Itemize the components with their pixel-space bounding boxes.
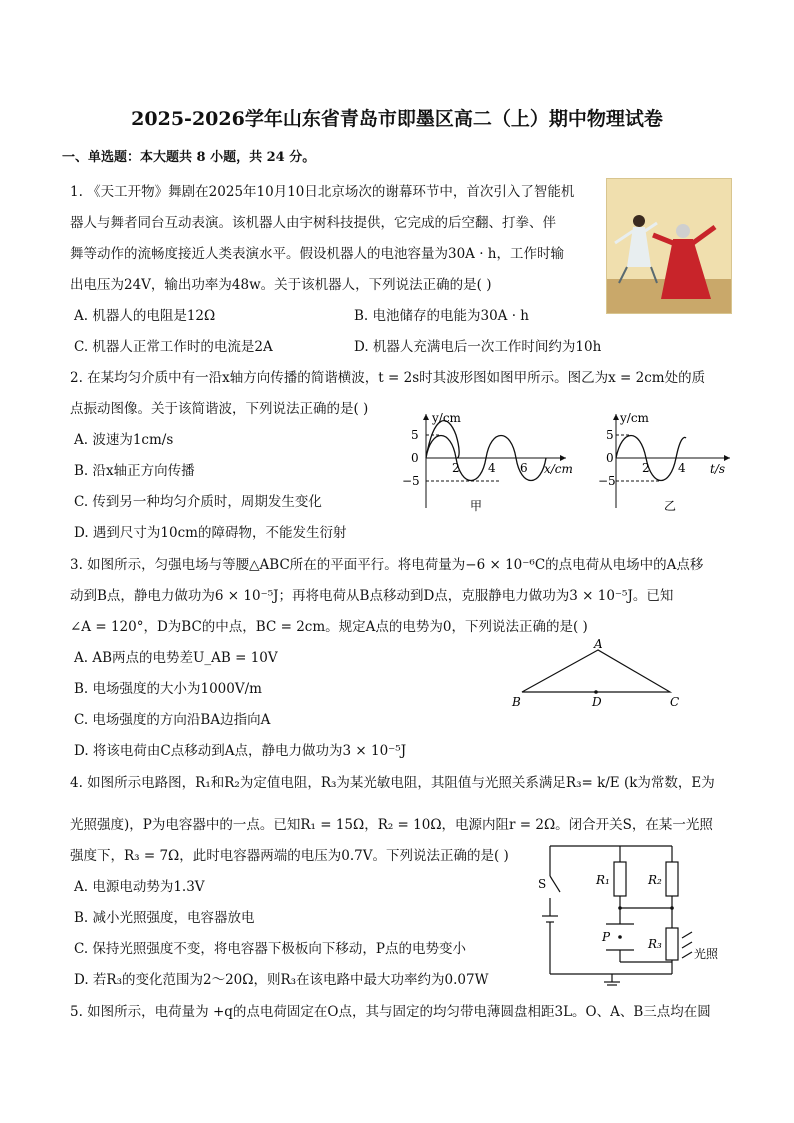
q1-option-b: B. 电池储存的电能为30A · h [354,308,529,324]
label-p: P [602,930,611,944]
label-d: D [592,695,602,709]
q1-line-1: 1. 《天工开物》舞剧在2025年10月10日北京场次的谢幕环节中，首次引入了智能机 [70,184,575,200]
vibration-graph-yi [598,408,738,518]
q3-line-3: ∠A = 120°，D为BC的中点，BC = 2cm。规定A点的电势为0，下列说法正确的是( ) [70,619,588,635]
q2-line-1: 2. 在某均匀介质中有一沿x轴方向传播的简谐横波，t = 2s时其波形图如图甲所示。图乙为x = 2cm处的质 [70,370,706,386]
tick-y-neg5: −5 [598,474,616,488]
q1-option-a: A. 机器人的电阻是12Ω [74,308,216,324]
q2-option-a: A. 波速为1cm/s [74,432,174,448]
label-c: C [670,695,680,709]
label-r1: R₁ [596,873,610,887]
tick-t-4: 4 [678,461,686,475]
q1-line-2: 器人与舞者同台互动表演。该机器人由宇树科技提供，它完成的后空翻、打拳、伴 [70,215,556,231]
q3-option-d: D. 将该电荷由C点移动到A点，静电力做功为3 × 10⁻⁵J [74,743,407,759]
q3-option-a: A. AB两点的电势差U_AB = 10V [74,650,278,666]
resistor-r1 [614,862,626,896]
q4-line-1: 4. 如图所示电路图，R₁和R₂为定值电阻，R₃为某光敏电阻，其阻值与光照关系满足R₃= k/E (k为常数，E为 [70,775,715,791]
x-axis-label: x/cm [544,462,573,476]
tick-t-2: 2 [642,461,650,475]
q5-line-1: 5. 如图所示，电荷量为 +q的点电荷固定在O点，其与固定的均匀带电薄圆盘相距3L。O、A、B三点均在圆 [70,1004,711,1020]
label-a: A [594,637,603,651]
wave-curve [426,421,546,481]
t-axis-label: t/s [710,462,726,476]
q3-option-b: B. 电场强度的大小为1000V/m [74,681,262,697]
triangle-abc [522,650,670,692]
label-r2: R₂ [648,873,662,887]
tick-x-4: 4 [488,461,496,475]
resistor-r3 [666,928,678,960]
caption-yi: 乙 [664,499,677,513]
q1-line-3: 舞等动作的流畅度接近人类表演水平。假设机器人的电池容量为30A · h，工作时输 [70,246,564,262]
resistor-r2 [666,862,678,896]
q4-option-b: B. 减小光照强度，电容器放电 [74,910,255,926]
q4-line-3: 强度下，R₃ = 7Ω，此时电容器两端的电压为0.7V。下列说法正确的是( ) [70,848,509,864]
q1-line-4: 出电压为24V，输出功率为48w。关于该机器人，下列说法正确的是( ) [70,277,492,293]
tick-x-2: 2 [452,461,460,475]
q2-option-d: D. 遇到尺寸为10cm的障碍物，不能发生衍射 [74,525,347,541]
point-d [594,690,598,694]
circuit-diagram [536,840,732,990]
q4-option-c: C. 保持光照强度不变，将电容器下极板向下移动，P点的电势变小 [74,941,467,957]
q1-option-d: D. 机器人充满电后一次工作时间约为10h [354,339,602,355]
point-p [618,935,622,939]
tick-y-neg5: −5 [402,474,420,488]
q4-option-a: A. 电源电动势为1.3V [74,879,205,895]
q4-line-2: 光照强度)，P为电容器中的一点。已知R₁ = 15Ω，R₂ = 10Ω，电源内阻r = 2Ω。闭合开关S，在某一光照 [70,817,713,833]
label-b: B [512,695,521,709]
wave-graph-jia [396,408,576,518]
tick-y-0: 0 [411,451,419,465]
q3-line-2: 动到B点，静电力做功为6 × 10⁻⁵J；再将电荷从B点移动到D点，克服静电力做功为3 × 10⁻⁵J。已知 [70,588,674,604]
tick-x-6: 6 [520,461,528,475]
q1-option-c: C. 机器人正常工作时的电流是2A [74,339,273,355]
q2-option-c: C. 传到另一种均匀介质时，周期发生变化 [74,494,322,510]
dance-robot-photo [606,178,732,314]
label-r3: R₃ [648,937,662,951]
triangle-abc-figure [506,636,686,712]
q2-option-b: B. 沿x轴正方向传播 [74,463,195,479]
caption-jia: 甲 [470,499,483,513]
label-s: S [538,877,547,891]
q4-option-d: D. 若R₃的变化范围为2～20Ω，则R₃在该电路中最大功率约为0.07W [74,972,489,988]
y-axis-label: y/cm [620,411,649,425]
tick-y-0: 0 [606,451,614,465]
q3-option-c: C. 电场强度的方向沿BA边指向A [74,712,271,728]
q3-line-1: 3. 如图所示，匀强电场与等腰△ABC所在的平面平行。将电荷量为−6 × 10⁻⁶C的点电荷从电场中的A点移 [70,557,704,573]
light-arrow [682,932,692,938]
section-heading: 一、单选题：本大题共 8 小题，共 24 分。 [62,150,316,165]
q2-line-2: 点振动图像。关于该简谐波，下列说法正确的是( ) [70,401,369,417]
y-axis-label: y/cm [432,411,461,425]
tick-y-5: 5 [411,428,419,442]
tick-y-5: 5 [606,428,614,442]
label-light: 光照 [694,947,719,961]
page-title: 2025-2026学年山东省青岛市即墨区高二（上）期中物理试卷 [131,108,663,130]
switch-s [550,876,560,892]
